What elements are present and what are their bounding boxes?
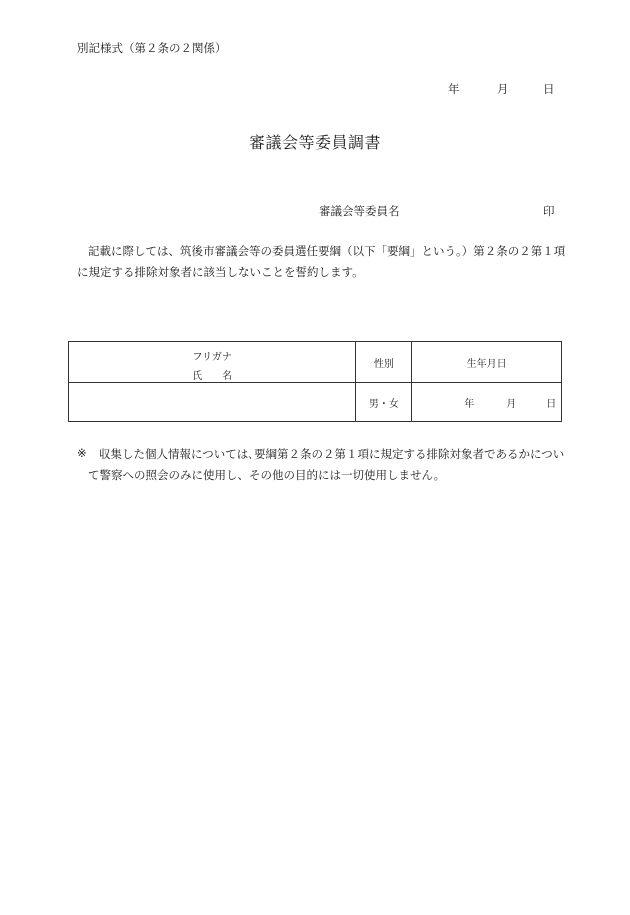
date-year-label: 年 [448,82,460,96]
table-row [69,383,562,422]
note-line-1: 収集した個人情報については､要綱第２条の２第１項に規定する排除対象者であるかについ [99,447,565,461]
gender-header: 性別 [356,342,412,383]
birth-month-label: 月 [506,399,517,410]
document-title: 審議会等委員調書 [248,133,381,152]
member-name-label: 審議会等委員名 [319,204,400,218]
note-mark: ※ [77,446,87,460]
table-header-row [69,342,562,383]
gender-field[interactable]: 男・女 [356,383,412,422]
pledge-line-2: に規定する排除対象者に該当しないことを誓約します。 [77,265,364,279]
name-header-cell [69,342,356,383]
birthdate-field[interactable] [412,383,562,422]
birth-year-label: 年 [464,399,475,410]
seal-mark: 印 [543,204,555,218]
pledge-text [77,241,566,283]
note-line-2: て警察への照会のみに使用し、その他の目的には一切使用しません。 [88,468,446,482]
furigana-header: フリガナ [192,352,232,363]
name-header: 氏 名 [192,371,233,382]
birth-day-label: 日 [546,399,557,410]
pledge-line-1: 記載に際しては、筑後市審議会等の委員選任要綱（以下「要綱」という。）第２条の２第１項 [88,244,566,258]
name-field[interactable] [69,383,356,422]
birthdate-header: 生年月日 [412,342,562,383]
date-day-label: 日 [543,82,555,96]
form-label: 別記様式（第２条の２関係） [77,41,227,55]
personal-info-table [68,341,562,422]
date-month-label: 月 [497,82,509,96]
